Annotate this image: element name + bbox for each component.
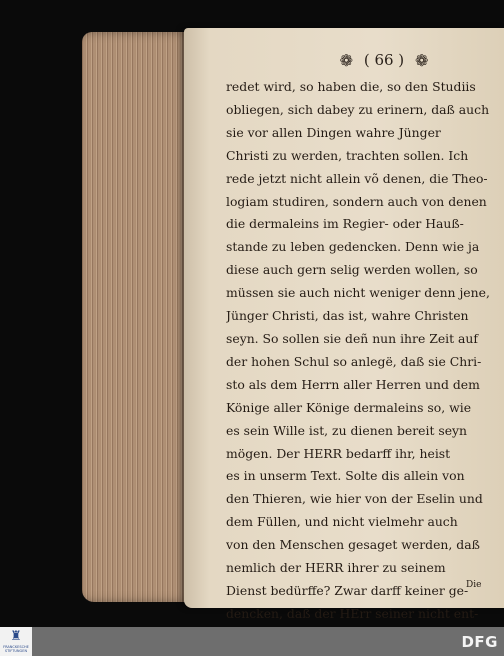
book [82,28,504,621]
text-line: Jünger Christi, das ist, wahre Christen [226,308,469,324]
text-line: diese auch gern selig werden wollen, so [226,262,478,278]
page-number: ( 66 ) [363,51,405,69]
text-line: müssen sie auch nicht weniger denn jene, [226,285,490,301]
text-line: es in unserm Text. Solte dis allein von [226,468,465,484]
book-page [184,28,504,621]
text-line: dem Füllen, und nicht vielmehr auch [226,514,458,530]
text-line: Dienst bedürffe? Zwar darff keiner ge- [226,582,469,598]
text-line: die dermaleins im Regier- oder Hauß- [226,216,464,232]
catchword: Die [466,580,482,590]
library-logo-text: FRANCKESCHE STIFTUNGEN [3,645,29,653]
text-line: dencken, daß der HErr seiner nicht ent- [226,605,479,621]
text-line: mögen. Der HERR bedarff ihr, heist [226,445,451,461]
text-line: obliegen, sich dabey zu erinern, daß auch [226,101,490,117]
text-line: es sein Wille ist, zu dienen bereit seyn [226,422,468,438]
text-line: der hohen Schul so anlegë, daß sie Chri- [226,353,482,369]
text-line: seyn. So sollen sie deñ nun ihre Zeit auf [226,330,478,346]
text-line: redet wird, so haben die, so den Studiis [226,79,476,94]
page-header [304,50,464,70]
text-line: logiam studiren, sondern auch von denen [226,193,487,209]
text-line: Könige aller Könige dermaleins so, wie [226,399,472,415]
page-text [226,76,500,627]
ornament-left-icon: ❁ [339,50,354,70]
library-logo[interactable] [0,627,32,656]
viewer-footer [0,627,504,656]
text-line: nemlich der HERR ihrer zu seinem [226,560,446,576]
library-logo-icon: ♜ [10,629,22,644]
text-line: sto als dem Herrn aller Herren und dem [226,376,480,392]
text-line: Christi zu werden, trachten sollen. Ich [226,147,469,163]
text-line: von den Menschen gesaget werden, daß [226,537,480,553]
text-line: sie vor allen Dingen wahre Jünger [226,124,441,140]
text-line: stande zu leben gedencken. Denn wie ja [226,239,480,255]
ornament-right-icon: ❁ [414,50,429,70]
text-line: rede jetzt nicht allein võ denen, die Theo- [226,170,488,186]
text-line: den Thieren, wie hier von der Eselin und [226,491,483,507]
page-edges [82,32,192,602]
dfg-logo[interactable]: DFG [461,633,498,651]
